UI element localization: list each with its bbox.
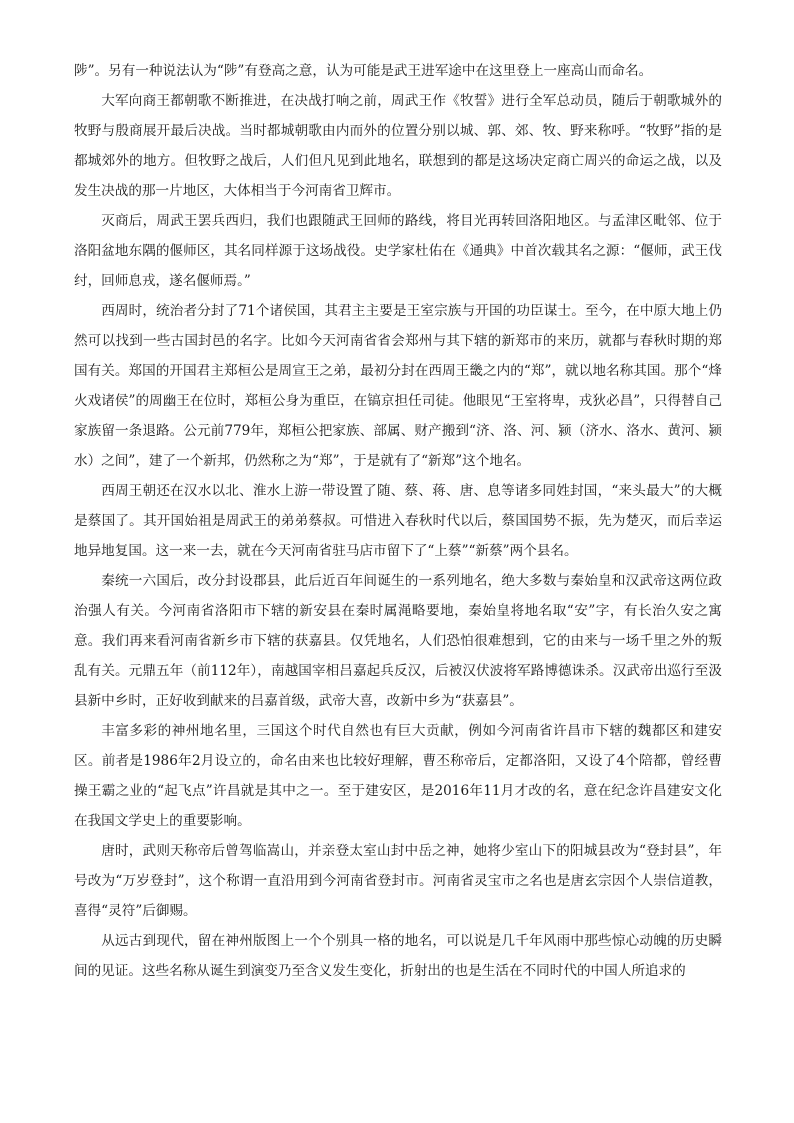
paragraph-5: 西周王朝还在汉水以北、淮水上游一带设置了随、蔡、蒋、唐、息等诸多同姓封国，“来头最大”的大概是蔡国了。其开国始祖是周武王的弟弟蔡叔。可惜进入春秋时代以后，蔡国国势不振，先为楚灭，而后幸运地异地复国。这一来一去，就在今天河南省驻马店市留下了“上蔡”“新蔡”两个县名。 [74, 483, 722, 559]
paragraph-3: 灭商后，周武王罢兵西归，我们也跟随武王回师的路线，将目光再转回洛阳地区。与孟津区毗邻、位于洛阳盆地东隅的偃师区，其名同样源于这场战役。史学家杜佑在《通典》中首次载其名之源：“偃师，武王伐纣，回师息戎，遂名偃师焉。” [74, 213, 722, 289]
paragraph-6: 秦统一六国后，改分封设郡县，此后近百年间诞生的一系列地名，绝大多数与秦始皇和汉武帝这两位政治强人有关。今河南省洛阳市下辖的新安县在秦时属渑略要地，秦始皇将地名取“安”字，有长治久安之寓意。我们再来看河南省新乡市下辖的获嘉县。仅凭地名，人们恐怕很难想到，它的由来与一场千里之外的叛乱有关。元鼎五年（前112年），南越国宰相吕嘉起兵反汉，后被汉伏波将军路博德诛杀。汉武帝出巡行至汲县新中乡时，正好收到献来的吕嘉首级，武帝大喜，改新中乡为“获嘉县”。 [74, 573, 722, 709]
paragraph-1: 陟”。另有一种说法认为“陟”有登高之意，认为可能是武王进军途中在这里登上一座高山而命名。 [74, 63, 653, 79]
paragraph-4: 西周时，统治者分封了71个诸侯国，其君主主要是王室宗族与开国的功臣谋士。至今，在中原大地上仍然可以找到一些古国封邑的名字。比如今天河南省省会郑州与其下辖的新郑市的来历，就都与春秋时期的郑国有关。郑国的开国君主郑桓公是周宣王之弟，最初分封在西周王畿之内的“郑”，就以地名称其国。那个“烽火戏诸侯”的周幽王在位时，郑桓公身为重臣，在镐京担任司徒。他眼见“王室将卑，戎狄必昌”，只得替自己家族留一条退路。公元前779年，郑桓公把家族、部属、财产搬到“济、洛、河、颍（济水、洛水、黄河、颍水）之间”，建了一个新邦，仍然称之为“郑”，于是就有了“新郑”这个地名。 [74, 303, 722, 469]
paragraph-2: 大军向商王都朝歌不断推进，在决战打响之前，周武王作《牧誓》进行全军总动员，随后于朝歌城外的牧野与殷商展开最后决战。当时都城朝歌由内而外的位置分别以城、郭、郊、牧、野来称呼。“牧野”指的是都城郊外的地方。但牧野之战后，人们但凡见到此地名，联想到的都是这场决定商亡周兴的命运之战，以及发生决战的那一片地区，大体相当于今河南省卫辉市。 [74, 93, 722, 199]
paragraph-8: 唐时，武则天称帝后曾驾临嵩山，并亲登太室山封中岳之神，她将少室山下的阳城县改为“登封县”，年号改为“万岁登封”，这个称谓一直沿用到今河南省登封市。河南省灵宝市之名也是唐玄宗因个人崇信道教，喜得“灵符”后御赐。 [74, 843, 722, 919]
paragraph-7: 丰富多彩的神州地名里，三国这个时代自然也有巨大贡献，例如今河南省许昌市下辖的魏都区和建安区。前者是1986年2月设立的，命名由来也比较好理解，曹丕称帝后，定都洛阳，又设了4个陪都，曾经曹操王霸之业的“起飞点”许昌就是其中之一。至于建安区，是2016年11月才改的名，意在纪念许昌建安文化在我国文学史上的重要影响。 [74, 723, 722, 829]
document-body [74, 56, 722, 986]
paragraph-9: 从远古到现代，留在神州版图上一个个别具一格的地名，可以说是几千年风雨中那些惊心动魄的历史瞬间的见证。这些名称从诞生到演变乃至含义发生变化，折射出的也是生活在不同时代的中国人所追求的 [74, 933, 722, 979]
